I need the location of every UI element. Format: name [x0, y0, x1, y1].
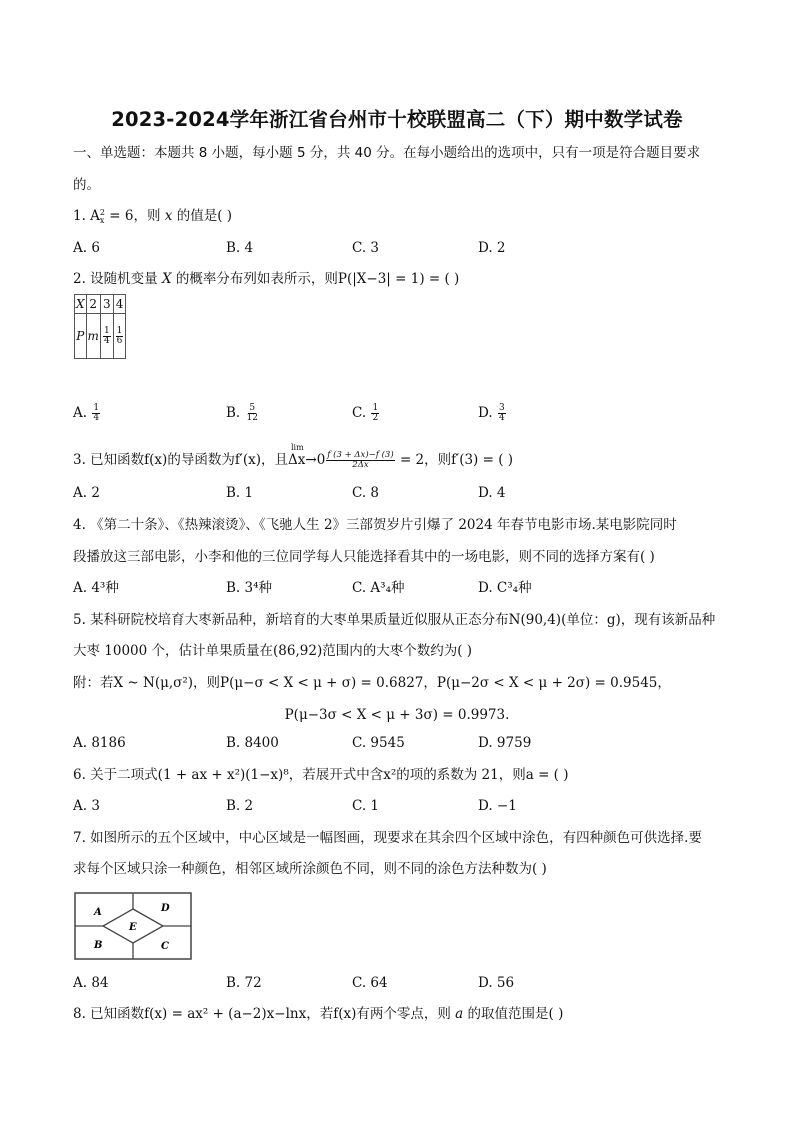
- q3-option-a[interactable]: A. 2: [73, 485, 100, 501]
- q4-option-d[interactable]: D. C³₄种: [478, 580, 532, 596]
- question-1: 1. A 2 x = 6，则 x 的值是( ): [73, 207, 233, 225]
- q5-option-d[interactable]: D. 9759: [478, 735, 532, 751]
- table-row: P m $\frac{1}{4}$ $\frac{1}{6}$: [75, 314, 126, 359]
- section-heading: 一、单选题：本题共 8 小题，每小题 5 分，共 40 分。在每小题给出的选项中，只有一项是符合题目要求: [73, 145, 701, 161]
- question-6: 6. 关于二项式(1 + ax + x²)(1−x)⁸，若展开式中含x²的项的系数为 21，则a = ( ): [73, 767, 569, 783]
- question-2: 2. 设随机变量 X 的概率分布列如表所示，则P(|X−3| = 1) = ( ): [73, 271, 460, 287]
- q1-option-c[interactable]: C. 3: [352, 240, 380, 256]
- q2-option-b[interactable]: B. $\frac{5}{12}$: [226, 403, 258, 423]
- q2-option-a[interactable]: A. $\frac{1}{4}$: [73, 403, 100, 423]
- q6-option-a[interactable]: A. 3: [73, 798, 100, 814]
- q1-option-d[interactable]: D. 2: [478, 240, 506, 256]
- question-7-cont: 求每个区域只涂一种颜色，相邻区域所涂颜色不同，则不同的涂色方法种数为( ): [73, 861, 547, 877]
- q7-option-c[interactable]: C. 64: [352, 975, 388, 991]
- region-label-e: E: [129, 922, 137, 933]
- q3-option-c[interactable]: C. 8: [352, 485, 380, 501]
- q3-option-b[interactable]: B. 1: [226, 485, 254, 501]
- question-4: 4. 《第二十条》、《热辣滚烫》、《飞驰人生 2》三部贺岁片引爆了 2024 年春节电影市场.某电影院同时: [73, 517, 677, 533]
- question-8: 8. 已知函数f(x) = ax² + (a−2)x−lnx，若f(x)有两个零点，则 a 的取值范围是( ): [73, 1006, 564, 1022]
- question-3: 3. 已知函数f(x)的导函数为f′(x)，且Δx→0 lim $\frac{f (3 + \Delta x)-f (3)}{2\Delta x}$ = 2，则f′(3) = ( ): [73, 443, 514, 470]
- q4-option-c[interactable]: C. A³₄种: [352, 580, 405, 596]
- q6-option-b[interactable]: B. 2: [226, 798, 254, 814]
- region-label-c: C: [161, 941, 169, 952]
- question-7: 7. 如图所示的五个区域中，中心区域是一幅图画，现要求在其余四个区域中涂色，有四种颜色可供选择.要: [73, 830, 702, 846]
- question-5: 5. 某科研院校培育大枣新品种，新培育的大枣单果质量近似服从正态分布N(90,4)(单位：g)，现有该新品种: [73, 612, 716, 628]
- section-heading-cont: 的。: [73, 177, 100, 193]
- question-5-note-cont: P(μ−3σ < X < μ + 3σ) = 0.9973.: [284, 707, 510, 723]
- question-4-cont: 段播放这三部电影，小李和他的三位同学每人只能选择看其中的一场电影，则不同的选择方案有( ): [73, 549, 655, 565]
- q5-option-a[interactable]: A. 8186: [73, 735, 126, 751]
- q7-option-a[interactable]: A. 84: [73, 975, 109, 991]
- q7-option-d[interactable]: D. 56: [478, 975, 515, 991]
- region-diagram: [74, 892, 192, 960]
- page-title: 2023-2024学年浙江省台州市十校联盟高二（下）期中数学试卷: [111, 108, 683, 131]
- q1-option-b[interactable]: B. 4: [226, 240, 254, 256]
- q1-option-a[interactable]: A. 6: [73, 240, 100, 256]
- question-5-cont: 大枣 10000 个，估计单果质量在(86,92)范围内的大枣个数约为( ): [73, 643, 473, 659]
- question-5-note: 附：若X ~ N(μ,σ²)，则P(μ−σ < X < μ + σ) = 0.6827，P(μ−2σ < X < μ + 2σ) = 0.9545，: [73, 675, 671, 691]
- q3-option-d[interactable]: D. 4: [478, 485, 506, 501]
- q4-option-b[interactable]: B. 3⁴种: [226, 580, 273, 596]
- probability-table: [74, 294, 126, 359]
- region-label-b: B: [94, 940, 103, 951]
- q4-option-a[interactable]: A. 4³种: [73, 580, 119, 596]
- q5-option-b[interactable]: B. 8400: [226, 735, 279, 751]
- table-row: X 2 3 4: [75, 295, 126, 314]
- region-label-a: A: [94, 907, 102, 918]
- q7-option-b[interactable]: B. 72: [226, 975, 262, 991]
- q6-option-d[interactable]: D. −1: [478, 798, 517, 814]
- q2-option-c[interactable]: C. $\frac{1}{2}$: [352, 403, 379, 423]
- q5-option-c[interactable]: C. 9545: [352, 735, 405, 751]
- q6-option-c[interactable]: C. 1: [352, 798, 380, 814]
- region-label-d: D: [161, 903, 170, 914]
- q2-option-d[interactable]: D. $\frac{3}{4}$: [478, 403, 505, 423]
